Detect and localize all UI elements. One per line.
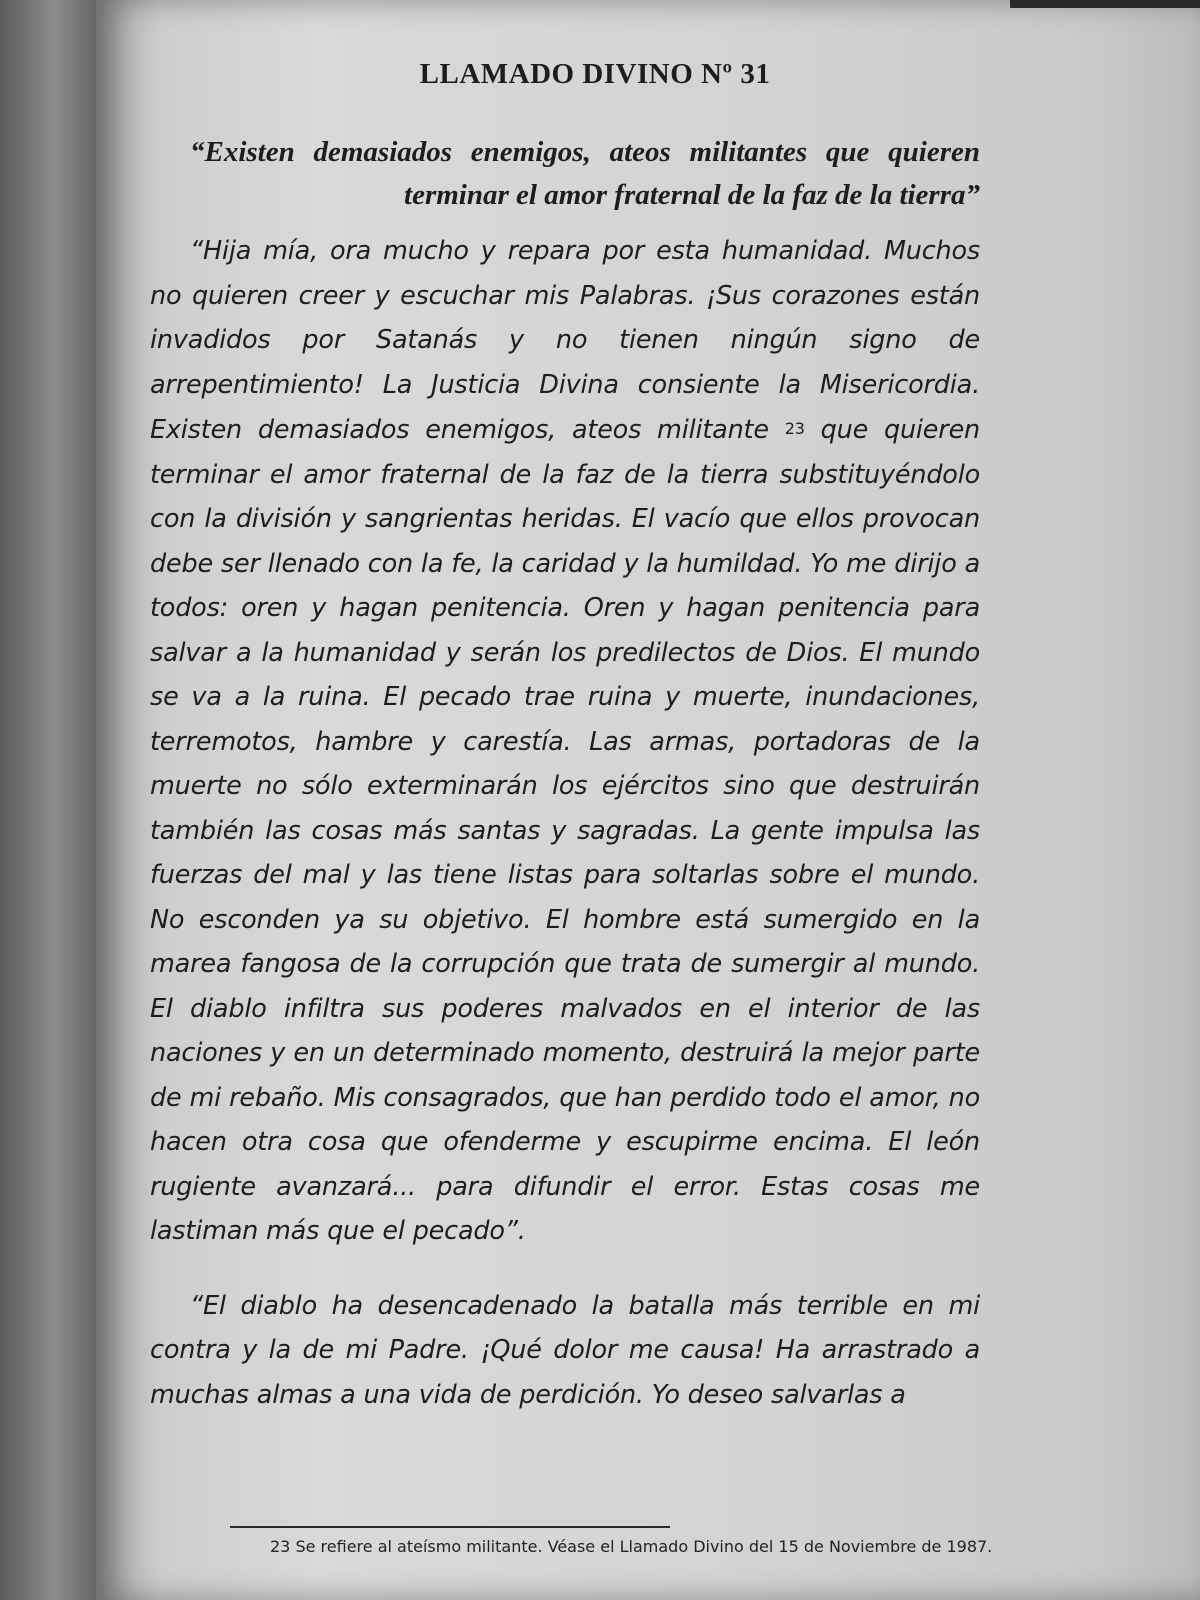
body-paragraph-1 (150, 229, 980, 1254)
paragraph-1-text-start: “Hija mía, ora mucho y repara por esta humanidad. Muchos no quieren creer y escuchar mis Palabras. ¡Sus corazones están invadidos por Satanás y no tienen ningún signo de arrepentimiento! La Justicia Divina consiente la Misericordia. Existen demasiados enemigos, ateos militante (150, 236, 980, 445)
chapter-title: LLAMADO DIVINO Nº 31 (419, 58, 771, 90)
footnote-reference: 23 (784, 419, 805, 438)
paragraph-1-text-end: que quieren terminar el amor fraternal de la faz de la tierra substituyéndolo con la división y sangrientas heridas. El vacío que ellos provocan debe ser llenado con la fe, la caridad y la humildad. Yo me dirijo a todos: oren y hagan penitencia. Oren y hagan penitencia para salvar a la humanidad y serán los predilectos de Dios. El mundo se va a la ruina. El pecado trae ruina y muerte, inundaciones, terremotos, hambre y carestía. Las armas, portadoras de la muerte no sólo exterminarán los ejércitos sino que destruirán también las cosas más santas y sagradas. La gente impulsa las fuerzas del mal y las tiene listas para soltarlas sobre el mundo. No esconden ya su objetivo. El hombre está sumergido en la marea fangosa de la corrupción que trata de sumergir al mundo. El diablo infiltra sus poderes malvados en el interior de las naciones y en un determinado momento, destruirá la mejor parte de mi rebaño. Mis consagrados, que han perdido todo el amor, no hacen otra cosa que ofenderme y escupirme encima. El león rugiente avanzará... para difundir el error. Estas cosas me lastiman más que el pecado”. (150, 415, 981, 1246)
top-edge-strip (1010, 0, 1200, 8)
footnote-divider (230, 1526, 670, 1528)
footnote-text: Se refiere al ateísmo militante. Véase el Llamado Divino del 15 de Noviembre de 1987. (295, 1537, 993, 1556)
chapter-subtitle: “Existen demasiados enemigos, ateos militantes que quieren terminar el amor fraternal de la faz de la tierra” (190, 136, 980, 211)
page-content (150, 58, 980, 1417)
body-paragraph-2: “El diablo ha desencadenado la batalla más terrible en mi contra y la de mi Padre. ¡Qué dolor me causa! Ha arrastrado a muchas almas a una vida de perdición. Yo deseo salvarlas a (150, 1290, 980, 1410)
footnote (270, 1536, 1080, 1558)
footnote-number: 23 (270, 1537, 291, 1556)
